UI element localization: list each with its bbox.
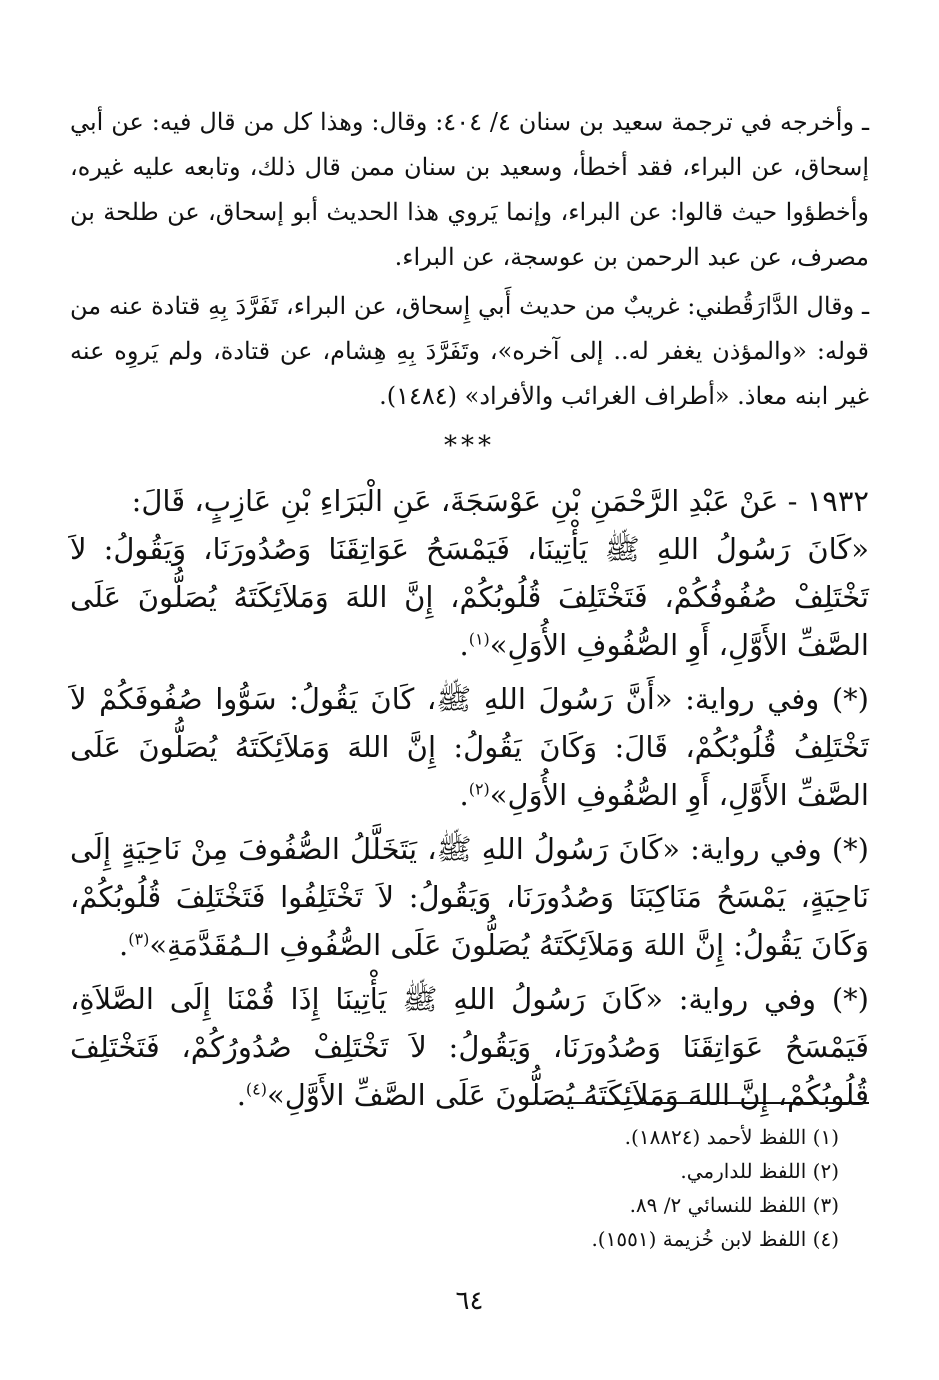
footnotes [100, 1120, 839, 1256]
footnote-1: (١) اللفظ لأحمد (١٨٨٢٤). [624, 1125, 839, 1149]
footnote-3: (٣) اللفظ للنسائي ٢/ ٨٩. [629, 1193, 839, 1217]
footnote-ref-2: (٢) [468, 779, 490, 799]
page-body [70, 100, 869, 1125]
hadith-variant-2: (*) وفي رواية: «كَانَ رَسُولُ اللهِ ﷺ، يَتَخَلَّلُ الصُّفُوفَ مِنْ نَاحِيَةٍ إِلَى نَاحِيَةٍ، يَمْسَحُ مَنَاكِبَنَا وَصُدُورَنَا، وَيَقُولُ: لاَ تَخْتَلِفُوا فَتَخْتَلِفَ قُلُوبُكُمْ، وَكَانَ يَقُولُ: إِنَّ اللهَ وَمَلاَئِكَتَهُ يُصَلُّونَ عَلَى الصُّفُوفِ الـمُقَدَّمَةِ»$^{(٣)}$. [70, 832, 869, 962]
page-number: ٦٤ [455, 1286, 484, 1316]
footnote-ref-4: (٤) [245, 1079, 267, 1099]
hadith-heading: ١٩٣٢ - عَنْ عَبْدِ الرَّحْمَنِ بْنِ عَوْسَجَةَ، عَنِ الْبَرَاءِ بْنِ عَازِبٍ، قَالَ: [131, 484, 869, 518]
commentary-paragraph-2: ـ وقال الدَّارَقُطني: غريبٌ من حديث أَبي إِسحاق، عن البراء، تَفَرَّدَ بِهِ قتادة عنه من قوله: «والمؤذن يغفر له.. إلى آخره»، وتَفَرَّدَ بِهِ هِشام، عن قتادة، ولم يَروِه عنه غير ابنه معاذ. «أطراف الغرائب والأفراد» (١٤٨٤). [70, 292, 869, 410]
hadith-text-body: «كَانَ رَسُولُ اللهِ ﷺ يَأْتِينَا، فَيَمْسَحُ عَوَاتِقَنَا وَصُدُورَنَا، وَيَقُولُ: لاَ تَخْتَلِفْ صُفُوفُكُمْ، فَتَخْتَلِفَ قُلُوبُكُمْ، إِنَّ اللهَ وَمَلاَئِكَتَهُ يُصَلُّونَ عَلَى الصَّفِّ الأَوَّلِ، أَوِ الصُّفُوفِ الأُوَلِ» [70, 532, 870, 662]
footnote-divider [569, 1102, 869, 1104]
hadith-variant-2-body: (*) وفي رواية: «كَانَ رَسُولُ اللهِ ﷺ، يَتَخَلَّلُ الصُّفُوفَ مِنْ نَاحِيَةٍ إِلَى نَاحِيَةٍ، يَمْسَحُ مَنَاكِبَنَا وَصُدُورَنَا، وَيَقُولُ: لاَ تَخْتَلِفُوا فَتَخْتَلِفَ قُلُوبُكُمْ، وَكَانَ يَقُولُ: إِنَّ اللهَ وَمَلاَئِكَتَهُ يُصَلُّونَ عَلَى الصُّفُوفِ الـمُقَدَّمَةِ» [70, 832, 869, 962]
section-separator: *** [444, 431, 495, 461]
footnote-4: (٤) اللفظ لابن خُزيمة (١٥٥١). [591, 1227, 839, 1251]
hadith-variant-1-body: (*) وفي رواية: «أَنَّ رَسُولَ اللهِ ﷺ، كَانَ يَقُولُ: سَوُّوا صُفُوفَكُمْ لاَ تَخْتَلِفُ قُلُوبُكُمْ، قَالَ: وَكَانَ يَقُولُ: إِنَّ اللهَ وَمَلاَئِكَتَهُ يُصَلُّونَ عَلَى الصَّفِّ الأَوَّلِ، أَوِ الصُّفُوفِ الأُوَلِ» [70, 682, 869, 812]
footnote-ref-3: (٣) [128, 929, 150, 949]
hadith-variant-1: (*) وفي رواية: «أَنَّ رَسُولَ اللهِ ﷺ، كَانَ يَقُولُ: سَوُّوا صُفُوفَكُمْ لاَ تَخْتَلِفُ قُلُوبُكُمْ، قَالَ: وَكَانَ يَقُولُ: إِنَّ اللهَ وَمَلاَئِكَتَهُ يُصَلُّونَ عَلَى الصَّفِّ الأَوَّلِ، أَوِ الصُّفُوفِ الأُوَلِ»$^{(٢)}$. [70, 682, 869, 812]
hadith-variant-3-body: (*) وفي رواية: «كَانَ رَسُولُ اللهِ ﷺ يَأْتِينَا إِذَا قُمْنَا إِلَى الصَّلاَةِ، فَيَمْسَحُ عَوَاتِقَنَا وَصُدُورَنَا، وَيَقُولُ: لاَ تَخْتَلِفْ صُدُورُكُمْ، فَتَخْتَلِفَ قُلُوبُكُمْ، إِنَّ اللهَ وَمَلاَئِكَتَهُ يُصَلُّونَ عَلَى الصَّفِّ الأَوَّلِ» [70, 982, 869, 1112]
commentary-paragraph-1: ـ وأخرجه في ترجمة سعيد بن سنان ٤/ ٤٠٤: وقال: وهذا كل من قال فيه: عن أبي إسحاق، عن البراء، فقد أخطأ، وسعيد بن سنان ممن قال ذلك، وتابعه عليه غيره، وأخطؤوا حيث قالوا: عن البراء، وإنما يَروي هذا الحديث أبو إسحاق، عن طلحة بن مصرف، عن عبد الرحمن بن عوسجة، عن البراء. [70, 108, 870, 271]
footnote-2: (٢) اللفظ للدارمي. [680, 1159, 839, 1183]
hadith-variant-3: (*) وفي رواية: «كَانَ رَسُولُ اللهِ ﷺ يَأْتِينَا إِذَا قُمْنَا إِلَى الصَّلاَةِ، فَيَمْسَحُ عَوَاتِقَنَا وَصُدُورَنَا، وَيَقُولُ: لاَ تَخْتَلِفْ صُدُورُكُمْ، فَتَخْتَلِفَ قُلُوبُكُمْ، إِنَّ اللهَ وَمَلاَئِكَتَهُ يُصَلُّونَ عَلَى الصَّفِّ الأَوَّلِ»$^{(٤)}$. [70, 982, 869, 1112]
hadith-text: «كَانَ رَسُولُ اللهِ ﷺ يَأْتِينَا، فَيَمْسَحُ عَوَاتِقَنَا وَصُدُورَنَا، وَيَقُولُ: لاَ تَخْتَلِفْ صُفُوفُكُمْ، فَتَخْتَلِفَ قُلُوبُكُمْ، إِنَّ اللهَ وَمَلاَئِكَتَهُ يُصَلُّونَ عَلَى الصَّفِّ الأَوَّلِ، أَوِ الصُّفُوفِ الأُوَلِ»$^{(١)}$. [70, 532, 870, 662]
footnote-ref-1: (١) [468, 629, 490, 649]
